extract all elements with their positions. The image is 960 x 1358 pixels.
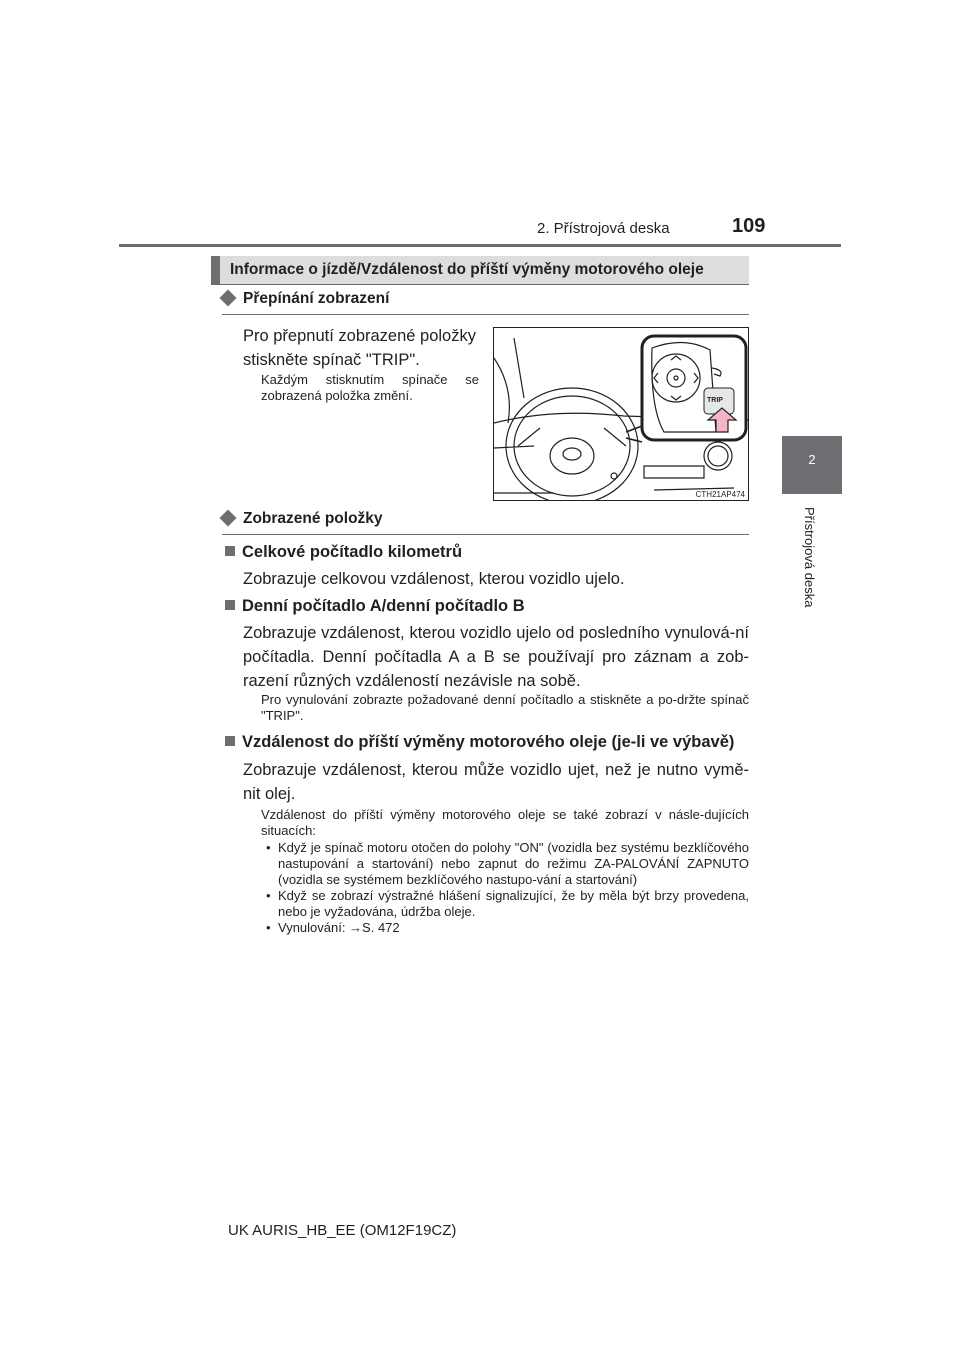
diamond-icon bbox=[220, 510, 237, 527]
trip-button-label: TRIP bbox=[707, 397, 723, 404]
switching-heading: Přepínání zobrazení bbox=[222, 290, 389, 308]
square-bullet-icon bbox=[225, 600, 235, 610]
trip-title: Denní počítadlo A/denní počítadlo B bbox=[225, 597, 525, 616]
page-number: 109 bbox=[732, 215, 766, 237]
switching-rule bbox=[222, 314, 749, 315]
header-rule bbox=[119, 244, 841, 247]
oil-title: Vzdálenost do příští výměny motorového oleje (je-li ve výbavě) bbox=[225, 733, 734, 752]
switching-text: Pro přepnutí zobrazené položky stiskněte spínač "TRIP". bbox=[243, 327, 476, 369]
section-title: 2. Přístrojová deska bbox=[537, 220, 670, 237]
square-bullet-icon bbox=[225, 546, 235, 556]
list-item: • Když se zobrazí výstražné hlášení signalizující, že by měla být brzy provedena, nebo je vyžadována, údržba oleje. bbox=[261, 888, 749, 920]
switching-note: Každým stisknutím spínače se zobrazená položka změní. bbox=[261, 372, 479, 403]
trip-text: Zobrazuje vzdálenost, kterou vozidlo ujelo od posledního vynulová-ní počítadla. Denní počítadla A a B se používají pro záznam a zob-razení různých vzdáleností nezávisle na sobě. bbox=[243, 624, 749, 690]
box-rule bbox=[211, 284, 749, 285]
chapter-number: 2 bbox=[808, 452, 816, 467]
trip-note: Pro vynulování zobrazte požadované denní počítadlo a stiskněte a po-držte spínač "TRIP". bbox=[261, 692, 749, 723]
figure-code: CTH21AP474 bbox=[695, 490, 745, 499]
chapter-label: Přístrojová deska bbox=[802, 507, 817, 608]
list-item: • Když je spínač motoru otočen do polohy "ON" (vozidla bez systému bezklíčového nastupování a startování) nebo zapnut do režimu ZA-PALOVÁNÍ ZAPNUTO (vozidla se systémem bezklíčového nastupo-vání a startování) bbox=[261, 840, 749, 888]
items-rule bbox=[222, 534, 749, 535]
square-bullet-icon bbox=[225, 736, 235, 746]
diamond-icon bbox=[220, 290, 237, 307]
items-heading: Zobrazené položky bbox=[222, 510, 383, 528]
trip-switch-figure bbox=[493, 327, 749, 501]
odometer-text: Zobrazuje celkovou vzdálenost, kterou vozidlo ujelo. bbox=[243, 570, 625, 588]
oil-bullet-list bbox=[261, 840, 749, 936]
list-item: • Vynulování: →S. 472 bbox=[261, 920, 749, 936]
oil-note: Vzdálenost do příští výměny motorového oleje se také zobrazí v násle-dujících situacích: bbox=[261, 807, 749, 838]
footer-doc-code: UK AURIS_HB_EE (OM12F19CZ) bbox=[228, 1222, 457, 1239]
box-title: Informace o jízdě/Vzdálenost do příští výměny motorového oleje bbox=[211, 256, 749, 284]
steering-wheel-illustration bbox=[494, 328, 748, 500]
odometer-title: Celkové počítadlo kilometrů bbox=[225, 543, 462, 562]
oil-text: Zobrazuje vzdálenost, kterou může vozidlo ujet, než je nutno vymě-nit olej. bbox=[243, 761, 749, 803]
